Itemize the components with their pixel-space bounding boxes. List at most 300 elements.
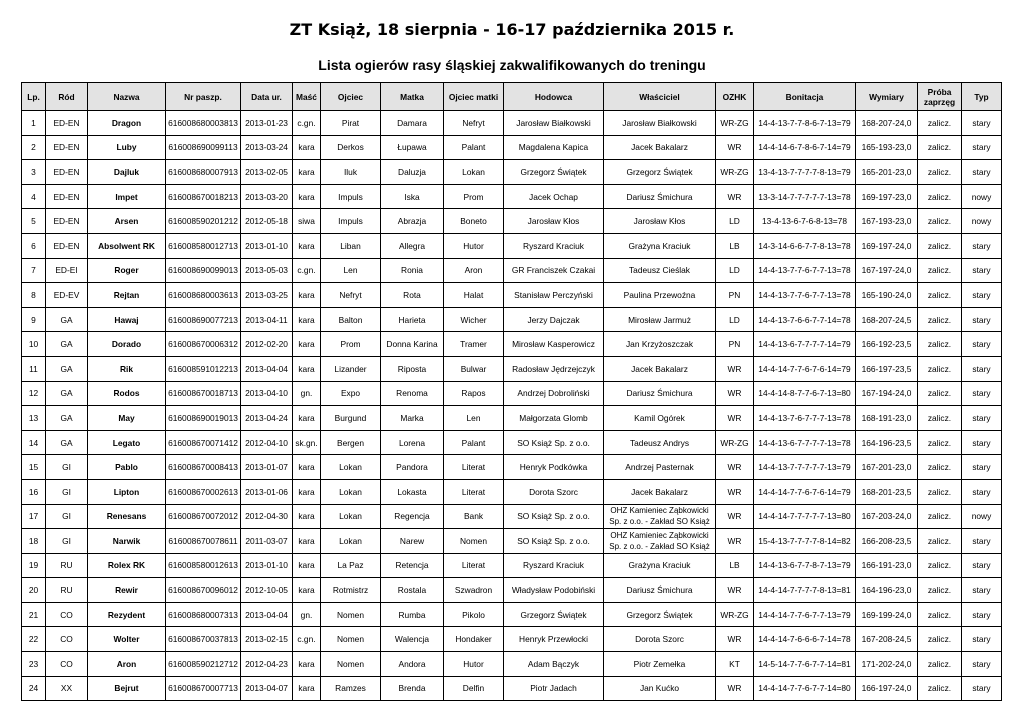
cell-ozhk: LD: [716, 307, 754, 332]
cell-ojciec: Lokan: [321, 455, 381, 480]
cell-rod: GI: [46, 504, 88, 529]
cell-rod: CO: [46, 602, 88, 627]
cell-bonitacja: 14-4-14-7-6-6-6-7-14=78: [754, 627, 856, 652]
cell-rod: CO: [46, 627, 88, 652]
cell-data-ur: 2013-04-07: [241, 676, 293, 701]
cell-bonitacja: 14-4-14-7-7-6-7-7-14=80: [754, 676, 856, 701]
cell-wymiary: 166-197-24,0: [856, 676, 918, 701]
column-header-lp: Lp.: [22, 83, 46, 111]
cell-typ: stary: [962, 578, 1002, 603]
cell-bonitacja: 14-4-14-7-7-6-7-6-14=79: [754, 479, 856, 504]
cell-matka: Harieta: [381, 307, 444, 332]
cell-lp: 7: [22, 258, 46, 283]
cell-bonitacja: 14-4-13-7-7-6-7-7-13=78: [754, 283, 856, 308]
cell-lp: 8: [22, 283, 46, 308]
cell-proba-zaprzeg: zalicz.: [918, 430, 962, 455]
cell-bonitacja: 14-4-13-7-6-7-7-7-13=78: [754, 406, 856, 431]
cell-masc: kara: [293, 553, 321, 578]
cell-lp: 11: [22, 356, 46, 381]
table-row: [22, 504, 1002, 529]
cell-ojciec: Impuls: [321, 209, 381, 234]
cell-ojciec: La Paz: [321, 553, 381, 578]
cell-wymiary: 167-201-23,0: [856, 455, 918, 480]
cell-rod: ED-EN: [46, 184, 88, 209]
cell-ojciec-matki: Aron: [444, 258, 504, 283]
cell-ojciec: Ramzes: [321, 676, 381, 701]
cell-nr-paszp: 616008670008413: [166, 455, 241, 480]
cell-bonitacja: 14-4-13-7-6-6-7-7-14=78: [754, 307, 856, 332]
cell-typ: nowy: [962, 504, 1002, 529]
cell-wlasciciel: Jarosław Białkowski: [604, 111, 716, 136]
cell-ozhk: WR-ZG: [716, 430, 754, 455]
cell-wymiary: 165-193-23,0: [856, 135, 918, 160]
cell-lp: 15: [22, 455, 46, 480]
cell-ojciec-matki: Halat: [444, 283, 504, 308]
cell-ojciec: Prom: [321, 332, 381, 357]
cell-rod: GA: [46, 356, 88, 381]
cell-hodowca: Adam Bączyk: [504, 652, 604, 677]
cell-nazwa: Narwik: [88, 529, 166, 554]
cell-wlasciciel: Kamil Ogórek: [604, 406, 716, 431]
cell-wlasciciel: Paulina Przewoźna: [604, 283, 716, 308]
cell-masc: kara: [293, 676, 321, 701]
cell-masc: kara: [293, 652, 321, 677]
cell-proba-zaprzeg: zalicz.: [918, 406, 962, 431]
cell-bonitacja: 14-4-14-6-7-8-6-7-14=79: [754, 135, 856, 160]
cell-wymiary: 166-208-23,5: [856, 529, 918, 554]
cell-nazwa: Luby: [88, 135, 166, 160]
cell-nazwa: Bejrut: [88, 676, 166, 701]
cell-bonitacja: 14-4-14-8-7-7-6-7-13=80: [754, 381, 856, 406]
cell-hodowca: Radosław Jędrzejczyk: [504, 356, 604, 381]
cell-typ: stary: [962, 258, 1002, 283]
cell-ojciec: Lokan: [321, 504, 381, 529]
cell-matka: Riposta: [381, 356, 444, 381]
cell-wymiary: 167-197-24,0: [856, 258, 918, 283]
cell-ozhk: WR: [716, 455, 754, 480]
cell-lp: 14: [22, 430, 46, 455]
cell-matka: Donna Karina: [381, 332, 444, 357]
cell-proba-zaprzeg: zalicz.: [918, 258, 962, 283]
cell-rod: GA: [46, 381, 88, 406]
table-row: [22, 529, 1002, 554]
cell-ojciec-matki: Literat: [444, 455, 504, 480]
cell-wlasciciel: Jacek Bakalarz: [604, 479, 716, 504]
cell-hodowca: Henryk Przewłocki: [504, 627, 604, 652]
column-header-masc: Maść: [293, 83, 321, 111]
cell-proba-zaprzeg: zalicz.: [918, 553, 962, 578]
cell-proba-zaprzeg: zalicz.: [918, 602, 962, 627]
cell-lp: 10: [22, 332, 46, 357]
table-row: [22, 283, 1002, 308]
cell-ozhk: PN: [716, 332, 754, 357]
cell-matka: Walencja: [381, 627, 444, 652]
cell-data-ur: 2012-10-05: [241, 578, 293, 603]
table-row: [22, 160, 1002, 185]
cell-ojciec: Pirat: [321, 111, 381, 136]
cell-data-ur: 2012-05-18: [241, 209, 293, 234]
cell-nazwa: Rodos: [88, 381, 166, 406]
cell-lp: 4: [22, 184, 46, 209]
cell-data-ur: 2013-01-23: [241, 111, 293, 136]
cell-nr-paszp: 616008670002613: [166, 479, 241, 504]
cell-masc: kara: [293, 332, 321, 357]
cell-ojciec: Lokan: [321, 479, 381, 504]
cell-masc: kara: [293, 578, 321, 603]
cell-wymiary: 168-207-24,0: [856, 111, 918, 136]
table-row: [22, 406, 1002, 431]
cell-typ: stary: [962, 602, 1002, 627]
cell-rod: GA: [46, 406, 88, 431]
cell-bonitacja: 13-3-14-7-7-7-7-7-13=78: [754, 184, 856, 209]
cell-typ: stary: [962, 233, 1002, 258]
document-subtitle: Lista ogierów rasy śląskiej zakwalifikowanych do treningu: [318, 57, 706, 73]
column-header-nr-paszp: Nr paszp.: [166, 83, 241, 111]
table-row: [22, 652, 1002, 677]
cell-wymiary: 164-196-23,5: [856, 430, 918, 455]
cell-data-ur: 2013-03-25: [241, 283, 293, 308]
cell-lp: 20: [22, 578, 46, 603]
cell-nr-paszp: 616008680007313: [166, 602, 241, 627]
cell-lp: 22: [22, 627, 46, 652]
table-row: [22, 553, 1002, 578]
cell-ojciec: Nomen: [321, 652, 381, 677]
cell-hodowca: Jacek Ochap: [504, 184, 604, 209]
cell-lp: 24: [22, 676, 46, 701]
cell-nazwa: Lipton: [88, 479, 166, 504]
cell-typ: stary: [962, 627, 1002, 652]
cell-ojciec-matki: Lokan: [444, 160, 504, 185]
cell-hodowca: Mirosław Kasperowicz: [504, 332, 604, 357]
cell-ojciec-matki: Hondaker: [444, 627, 504, 652]
cell-nr-paszp: 616008690099113: [166, 135, 241, 160]
cell-masc: c.gn.: [293, 111, 321, 136]
cell-nr-paszp: 616008670018713: [166, 381, 241, 406]
cell-typ: stary: [962, 307, 1002, 332]
cell-proba-zaprzeg: zalicz.: [918, 233, 962, 258]
cell-typ: stary: [962, 111, 1002, 136]
cell-ojciec: Nomen: [321, 627, 381, 652]
cell-wymiary: 171-202-24,0: [856, 652, 918, 677]
cell-data-ur: 2013-01-10: [241, 553, 293, 578]
cell-ojciec-matki: Szwadron: [444, 578, 504, 603]
cell-matka: Lokasta: [381, 479, 444, 504]
cell-nazwa: Hawaj: [88, 307, 166, 332]
cell-typ: stary: [962, 430, 1002, 455]
cell-rod: ED-EN: [46, 111, 88, 136]
cell-nazwa: Impet: [88, 184, 166, 209]
cell-hodowca: Władysław Podobiński: [504, 578, 604, 603]
column-header-hodowca: Hodowca: [504, 83, 604, 111]
cell-ojciec-matki: Hutor: [444, 233, 504, 258]
cell-typ: stary: [962, 406, 1002, 431]
cell-ojciec: Balton: [321, 307, 381, 332]
cell-bonitacja: 14-4-13-6-7-7-8-7-13=79: [754, 553, 856, 578]
cell-nr-paszp: 616008680003813: [166, 111, 241, 136]
cell-proba-zaprzeg: zalicz.: [918, 504, 962, 529]
cell-hodowca: Jarosław Białkowski: [504, 111, 604, 136]
cell-hodowca: Małgorzata Glomb: [504, 406, 604, 431]
cell-ojciec: Bergen: [321, 430, 381, 455]
cell-proba-zaprzeg: zalicz.: [918, 160, 962, 185]
cell-lp: 16: [22, 479, 46, 504]
table-row: [22, 676, 1002, 701]
cell-proba-zaprzeg: zalicz.: [918, 135, 962, 160]
cell-ojciec-matki: Literat: [444, 479, 504, 504]
cell-nr-paszp: 616008670071412: [166, 430, 241, 455]
cell-proba-zaprzeg: zalicz.: [918, 652, 962, 677]
cell-rod: CO: [46, 652, 88, 677]
cell-wlasciciel: Mirosław Jarmuż: [604, 307, 716, 332]
column-header-rod: Ród: [46, 83, 88, 111]
cell-hodowca: Henryk Podkówka: [504, 455, 604, 480]
cell-proba-zaprzeg: zalicz.: [918, 111, 962, 136]
cell-data-ur: 2013-02-15: [241, 627, 293, 652]
cell-nazwa: Wolter: [88, 627, 166, 652]
cell-proba-zaprzeg: zalicz.: [918, 209, 962, 234]
cell-wlasciciel: Dariusz Śmichura: [604, 184, 716, 209]
cell-bonitacja: 14-4-13-6-7-7-7-7-14=79: [754, 332, 856, 357]
cell-wymiary: 165-201-23,0: [856, 160, 918, 185]
table-row: [22, 258, 1002, 283]
cell-ozhk: WR: [716, 406, 754, 431]
cell-wymiary: 165-190-24,0: [856, 283, 918, 308]
cell-data-ur: 2013-04-11: [241, 307, 293, 332]
cell-ojciec-matki: Palant: [444, 135, 504, 160]
cell-hodowca: Piotr Jadach: [504, 676, 604, 701]
cell-nazwa: Rik: [88, 356, 166, 381]
cell-data-ur: 2013-03-20: [241, 184, 293, 209]
cell-nr-paszp: 616008590201212: [166, 209, 241, 234]
table-row: [22, 578, 1002, 603]
cell-ojciec: Len: [321, 258, 381, 283]
cell-nazwa: Rejtan: [88, 283, 166, 308]
cell-matka: Allegra: [381, 233, 444, 258]
cell-ojciec-matki: Nomen: [444, 529, 504, 554]
cell-ojciec: Impuls: [321, 184, 381, 209]
column-header-bonitacja: Bonitacja: [754, 83, 856, 111]
cell-wymiary: 167-208-24,5: [856, 627, 918, 652]
cell-masc: kara: [293, 184, 321, 209]
cell-wlasciciel: Piotr Zemełka: [604, 652, 716, 677]
cell-rod: GA: [46, 430, 88, 455]
table-row: [22, 184, 1002, 209]
cell-matka: Rumba: [381, 602, 444, 627]
cell-nazwa: Renesans: [88, 504, 166, 529]
cell-bonitacja: 15-4-13-7-7-7-7-8-14=82: [754, 529, 856, 554]
table-header: [22, 83, 1002, 111]
cell-ozhk: WR-ZG: [716, 602, 754, 627]
cell-matka: Lorena: [381, 430, 444, 455]
cell-ozhk: LD: [716, 209, 754, 234]
cell-matka: Narew: [381, 529, 444, 554]
cell-data-ur: 2013-04-04: [241, 602, 293, 627]
cell-masc: kara: [293, 406, 321, 431]
cell-data-ur: 2013-04-10: [241, 381, 293, 406]
column-header-ozhk: OZHK: [716, 83, 754, 111]
cell-rod: GI: [46, 479, 88, 504]
cell-nr-paszp: 616008680007913: [166, 160, 241, 185]
cell-ojciec-matki: Literat: [444, 553, 504, 578]
cell-ojciec-matki: Bulwar: [444, 356, 504, 381]
cell-bonitacja: 14-3-14-6-6-7-7-8-13=78: [754, 233, 856, 258]
cell-ojciec-matki: Pikolo: [444, 602, 504, 627]
table-row: [22, 479, 1002, 504]
cell-proba-zaprzeg: zalicz.: [918, 529, 962, 554]
cell-wymiary: 169-199-24,0: [856, 602, 918, 627]
cell-nazwa: Aron: [88, 652, 166, 677]
cell-hodowca: Dorota Szorc: [504, 479, 604, 504]
cell-wymiary: 169-197-24,0: [856, 233, 918, 258]
cell-proba-zaprzeg: zalicz.: [918, 676, 962, 701]
cell-bonitacja: 14-4-13-7-7-7-7-7-13=79: [754, 455, 856, 480]
cell-wlasciciel: Tadeusz Cieślak: [604, 258, 716, 283]
cell-nazwa: Arsen: [88, 209, 166, 234]
cell-matka: Marka: [381, 406, 444, 431]
cell-nr-paszp: 616008690077213: [166, 307, 241, 332]
cell-lp: 3: [22, 160, 46, 185]
cell-data-ur: 2012-04-23: [241, 652, 293, 677]
cell-masc: kara: [293, 233, 321, 258]
cell-data-ur: 2013-01-10: [241, 233, 293, 258]
cell-matka: Rostala: [381, 578, 444, 603]
cell-ojciec: Lokan: [321, 529, 381, 554]
cell-ozhk: WR: [716, 627, 754, 652]
cell-masc: kara: [293, 504, 321, 529]
cell-typ: stary: [962, 455, 1002, 480]
cell-ojciec: Burgund: [321, 406, 381, 431]
cell-bonitacja: 13-4-13-6-7-6-8-13=78: [754, 209, 856, 234]
cell-typ: stary: [962, 652, 1002, 677]
column-header-matka: Matka: [381, 83, 444, 111]
cell-typ: stary: [962, 283, 1002, 308]
cell-masc: siwa: [293, 209, 321, 234]
cell-data-ur: 2013-04-24: [241, 406, 293, 431]
cell-rod: GA: [46, 332, 88, 357]
cell-masc: sk.gn.: [293, 430, 321, 455]
cell-ozhk: LB: [716, 233, 754, 258]
table-row: [22, 209, 1002, 234]
cell-nr-paszp: 616008580012613: [166, 553, 241, 578]
cell-wlasciciel: Jacek Bakalarz: [604, 135, 716, 160]
cell-nazwa: Legato: [88, 430, 166, 455]
cell-ojciec-matki: Tramer: [444, 332, 504, 357]
cell-wymiary: 166-192-23,5: [856, 332, 918, 357]
cell-lp: 1: [22, 111, 46, 136]
cell-nr-paszp: 616008670018213: [166, 184, 241, 209]
cell-masc: kara: [293, 455, 321, 480]
cell-rod: ED-EN: [46, 209, 88, 234]
cell-wlasciciel: Grzegorz Świątek: [604, 602, 716, 627]
cell-ojciec-matki: Boneto: [444, 209, 504, 234]
cell-bonitacja: 14-4-14-7-7-6-7-6-14=79: [754, 356, 856, 381]
cell-nr-paszp: 616008590212712: [166, 652, 241, 677]
cell-bonitacja: 14-4-14-7-7-7-7-8-13=81: [754, 578, 856, 603]
cell-data-ur: 2013-04-04: [241, 356, 293, 381]
cell-wlasciciel: Dariusz Śmichura: [604, 381, 716, 406]
cell-wlasciciel: Grzegorz Świątek: [604, 160, 716, 185]
cell-bonitacja: 13-4-13-7-7-7-7-8-13=79: [754, 160, 856, 185]
cell-rod: XX: [46, 676, 88, 701]
column-header-nazwa: Nazwa: [88, 83, 166, 111]
cell-nazwa: Dragon: [88, 111, 166, 136]
table-row: [22, 602, 1002, 627]
column-header-ojciec: Ojciec: [321, 83, 381, 111]
table-body: [22, 111, 1002, 701]
header-row: [22, 83, 1002, 111]
cell-masc: gn.: [293, 602, 321, 627]
cell-wymiary: 167-203-24,0: [856, 504, 918, 529]
cell-nr-paszp: 616008591012213: [166, 356, 241, 381]
table-row: [22, 455, 1002, 480]
cell-wymiary: 168-201-23,5: [856, 479, 918, 504]
cell-masc: kara: [293, 356, 321, 381]
cell-nazwa: Absolwent RK: [88, 233, 166, 258]
cell-nazwa: May: [88, 406, 166, 431]
cell-ozhk: WR: [716, 676, 754, 701]
cell-typ: stary: [962, 676, 1002, 701]
cell-rod: ED-EV: [46, 283, 88, 308]
cell-lp: 5: [22, 209, 46, 234]
cell-wlasciciel: Andrzej Pasternak: [604, 455, 716, 480]
cell-bonitacja: 14-4-14-7-7-7-7-7-13=80: [754, 504, 856, 529]
table-row: [22, 430, 1002, 455]
cell-proba-zaprzeg: zalicz.: [918, 381, 962, 406]
cell-lp: 21: [22, 602, 46, 627]
cell-wlasciciel: OHZ Kamieniec Ząbkowicki Sp. z o.o. - Zakład SO Książ: [604, 504, 716, 529]
cell-lp: 9: [22, 307, 46, 332]
cell-ozhk: LB: [716, 553, 754, 578]
table-row: [22, 135, 1002, 160]
cell-typ: nowy: [962, 209, 1002, 234]
cell-ojciec-matki: Nefryt: [444, 111, 504, 136]
cell-ozhk: WR: [716, 504, 754, 529]
cell-typ: stary: [962, 356, 1002, 381]
cell-proba-zaprzeg: zalicz.: [918, 307, 962, 332]
cell-ozhk: WR: [716, 356, 754, 381]
cell-ojciec-matki: Wicher: [444, 307, 504, 332]
cell-proba-zaprzeg: zalicz.: [918, 283, 962, 308]
cell-ojciec: Expo: [321, 381, 381, 406]
cell-matka: Ronia: [381, 258, 444, 283]
cell-ojciec-matki: Prom: [444, 184, 504, 209]
cell-wymiary: 168-191-23,0: [856, 406, 918, 431]
cell-proba-zaprzeg: zalicz.: [918, 184, 962, 209]
table-row: [22, 332, 1002, 357]
cell-rod: ED-EI: [46, 258, 88, 283]
cell-wlasciciel: Grażyna Kraciuk: [604, 233, 716, 258]
cell-hodowca: Magdalena Kapica: [504, 135, 604, 160]
cell-proba-zaprzeg: zalicz.: [918, 455, 962, 480]
cell-lp: 18: [22, 529, 46, 554]
cell-ozhk: WR: [716, 381, 754, 406]
cell-data-ur: 2012-04-10: [241, 430, 293, 455]
cell-matka: Damara: [381, 111, 444, 136]
cell-typ: stary: [962, 160, 1002, 185]
cell-nazwa: Rezydent: [88, 602, 166, 627]
cell-ojciec-matki: Palant: [444, 430, 504, 455]
cell-hodowca: Grzegorz Świątek: [504, 160, 604, 185]
cell-data-ur: 2013-05-03: [241, 258, 293, 283]
cell-matka: Rota: [381, 283, 444, 308]
cell-nr-paszp: 616008670006312: [166, 332, 241, 357]
cell-matka: Abrazja: [381, 209, 444, 234]
cell-wymiary: 164-196-23,0: [856, 578, 918, 603]
cell-hodowca: SO Książ Sp. z o.o.: [504, 504, 604, 529]
cell-lp: 6: [22, 233, 46, 258]
cell-masc: kara: [293, 529, 321, 554]
cell-ojciec-matki: Bank: [444, 504, 504, 529]
